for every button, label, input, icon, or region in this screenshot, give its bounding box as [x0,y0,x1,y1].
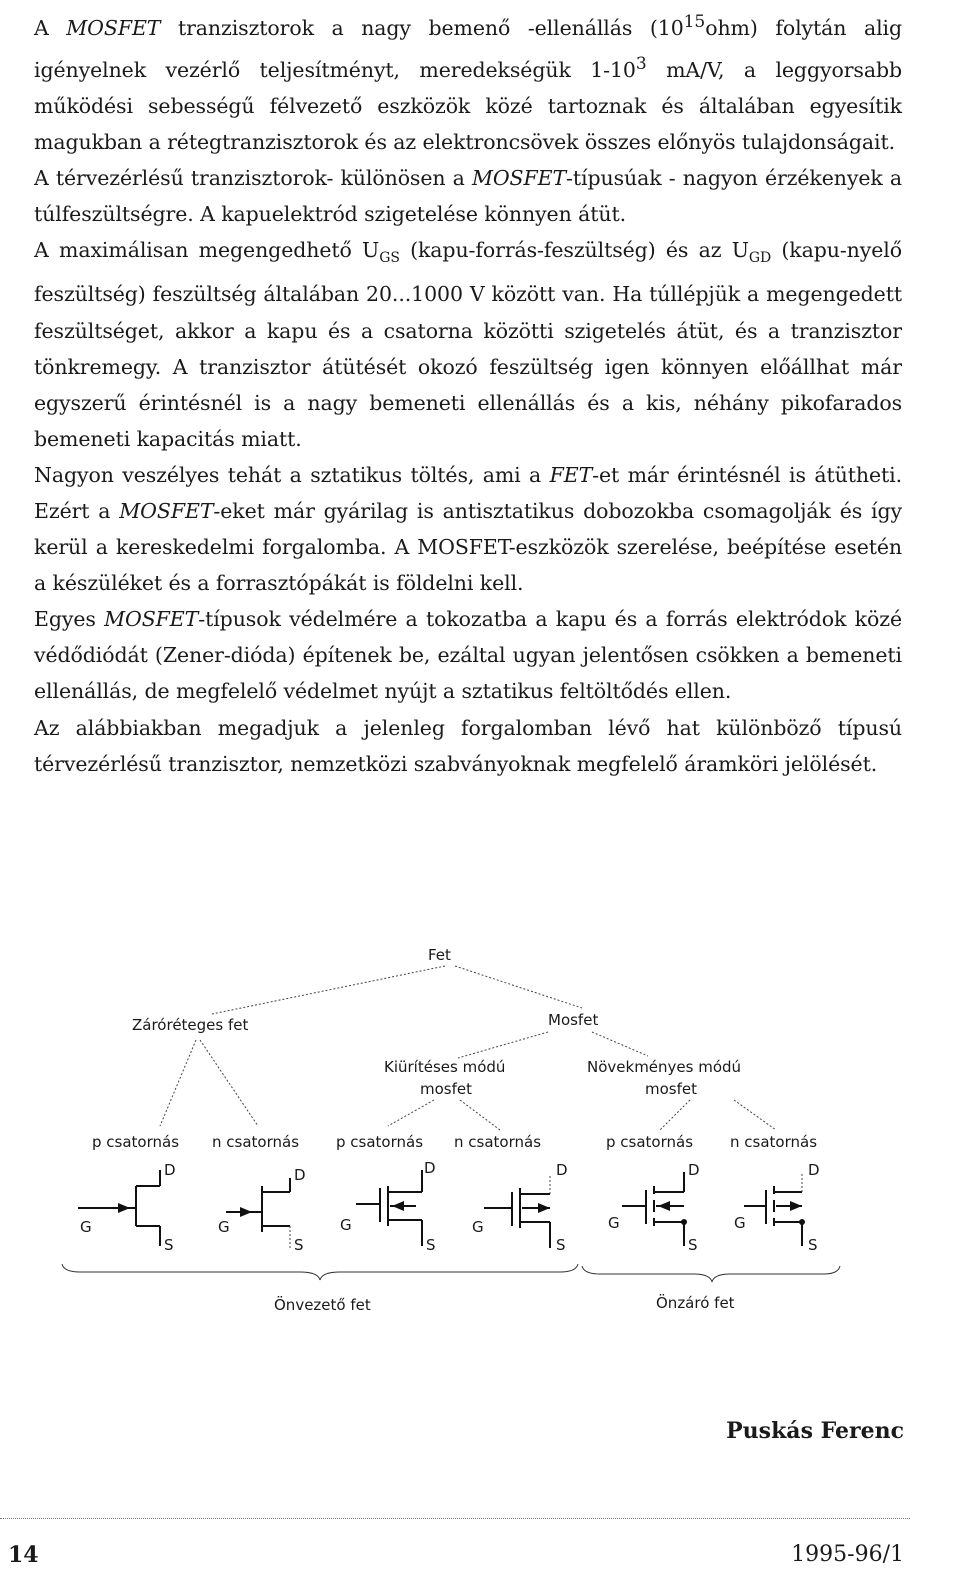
text-run: tranzisztorok a nagy bemenő -ellenállás (10 [160,15,684,40]
footer-divider [0,1518,910,1519]
pin-s: S [164,1236,174,1254]
fet-classification-diagram [0,930,960,1330]
label-self-conducting: Önvezető fet [274,1296,371,1314]
text-run: Nagyon veszélyes tehát a sztatikus töltés, ami a [34,462,550,487]
issue-number: 1995-96/1 [791,1542,904,1567]
pin-g: G [472,1218,484,1236]
pin-d: D [164,1161,176,1179]
leaf-enh-n: n csatornás [730,1133,818,1151]
branch-line [200,1040,258,1126]
leaf-depl-n: n csatornás [454,1133,542,1151]
paragraph-6 [34,710,902,782]
term-fet: FET [549,462,593,487]
brace-self-blocking [582,1266,840,1282]
leaf-jfet-n: n csatornás [212,1133,300,1151]
branch-line [458,1032,548,1058]
pin-s: S [294,1236,304,1254]
symbol-enh-n [734,1161,820,1254]
node-enhancement: Növekményes módú [587,1058,742,1076]
page-number: 14 [8,1542,39,1568]
branch-line [388,1100,434,1126]
branch-line [160,1040,196,1126]
leaf-jfet-p: p csatornás [92,1133,180,1151]
paragraph-2 [34,160,902,232]
text-run: -típusúak - nagyon érzékenyek a túlfeszültségre. A kapuelektród szigetelése könnyen átüt. [34,166,902,227]
paragraph-5 [34,601,902,709]
symbol-jfet-n [218,1166,306,1254]
symbol-depl-n [472,1161,568,1254]
pin-g: G [340,1216,352,1234]
text-run: ohm) folytán alig igényelnek vezérlő teljesítményt, meredekségük 1-10 [34,15,903,82]
symbol-jfet-p [78,1161,176,1254]
pin-g: G [608,1214,620,1232]
leaf-enh-p: p csatornás [606,1133,694,1151]
symbol-enh-p [608,1161,700,1254]
text-run: (kapu-nyelő feszültség) feszültség általában 20...1000 V között van. Ha túllépjük a megengedett feszültséget, akkor a kapu és a csatorna közötti szigetelés átüt, és a tranzisztor tönkremegy. A tranzisztor átütését okozó feszültség igen könnyen előállhat már egyszerű érintésnél is a nagy bemeneti ellenállás és a kis, néhány pikofarados bemeneti kapacitás miatt. [34,238,902,451]
text-run: A [34,15,67,40]
node-fet: Fet [428,946,451,964]
pin-d: D [424,1159,436,1177]
branch-line [455,966,582,1008]
term-mosfet: MOSFET [471,166,567,191]
symbol-depl-p [340,1159,436,1254]
pin-s: S [688,1236,698,1254]
branch-line [212,966,445,1014]
leaf-depl-p: p csatornás [336,1133,424,1151]
pin-d: D [688,1161,700,1179]
pin-d: D [294,1166,306,1184]
text-run: Az alábbiakban megadjuk a jelenleg forgalomban lévő hat különböző típusú térvezérlésű tranzisztor, nemzetközi szabványoknak megfelelő áramköri jelölését. [34,715,902,776]
pin-d: D [808,1161,820,1179]
branch-line [460,1100,500,1130]
paragraph-3 [34,232,902,457]
pin-d: D [556,1161,568,1179]
paragraph-1 [34,4,902,160]
node-enhancement-mosfet: mosfet [645,1080,697,1098]
pin-s: S [426,1236,436,1254]
node-mosfet: Mosfet [548,1011,599,1029]
node-depletion-mosfet: mosfet [420,1080,472,1098]
text-run: -típusok védelmére a tokozatba a kapu és a forrás elektródok közé védődiódát (Zener-dióda) építenek be, ezáltal ugyan jelentősen csökken a bemeneti ellenállás, de megfelelő védelmet nyújt a sztatikus feltöltődés ellen. [34,607,902,704]
brace-self-conducting [62,1264,578,1280]
label-self-blocking: Önzáró fet [656,1294,735,1312]
subscript: GS [379,250,400,267]
author-name: Puskás Ferenc [726,1418,904,1444]
text-run: -eket már gyárilag is antisztatikus dobozokba csomagolják és így kerül a kereskedelmi forgalomba. A MOSFET-eszközök szerelése, beépítése esetén a készüléket és a forrasztópákát is földelni kell. [34,498,903,596]
article-body [34,4,902,782]
text-run: -et már érintésnél is átütheti. Ezért a [34,462,902,523]
text-run: (kapu-forrás-feszültség) és az U [399,238,749,263]
paragraph-4 [34,457,902,601]
text-run: Egyes [34,607,105,632]
pin-g: G [734,1214,746,1232]
term-mosfet: MOSFET [104,607,199,632]
text-run: mA/V, a leggyorsabb működési sebességű félvezető eszközök közé tartoznak és általában egyesítik magukban a rétegtranzisztorok és az elektroncsövek összes előnyös tulajdonságait. [34,57,902,154]
pin-g: G [80,1218,92,1236]
pin-s: S [556,1236,566,1254]
branch-line [660,1100,690,1130]
pin-g: G [218,1218,230,1236]
text-run: A térvezérlésű tranzisztorok- különösen a [34,166,472,191]
term-mosfet: MOSFET [119,498,214,523]
exponent: 15 [683,12,706,32]
branch-line [734,1100,776,1130]
pin-s: S [808,1236,818,1254]
node-jfet: Záróréteges fet [132,1016,249,1034]
term-mosfet: MOSFET [66,15,161,40]
text-run: A maximálisan megengedhető U [34,238,380,263]
node-depletion: Kiürítéses módú [384,1058,506,1076]
branch-line [592,1032,648,1056]
exponent: 3 [635,53,647,74]
subscript: GD [748,250,772,267]
